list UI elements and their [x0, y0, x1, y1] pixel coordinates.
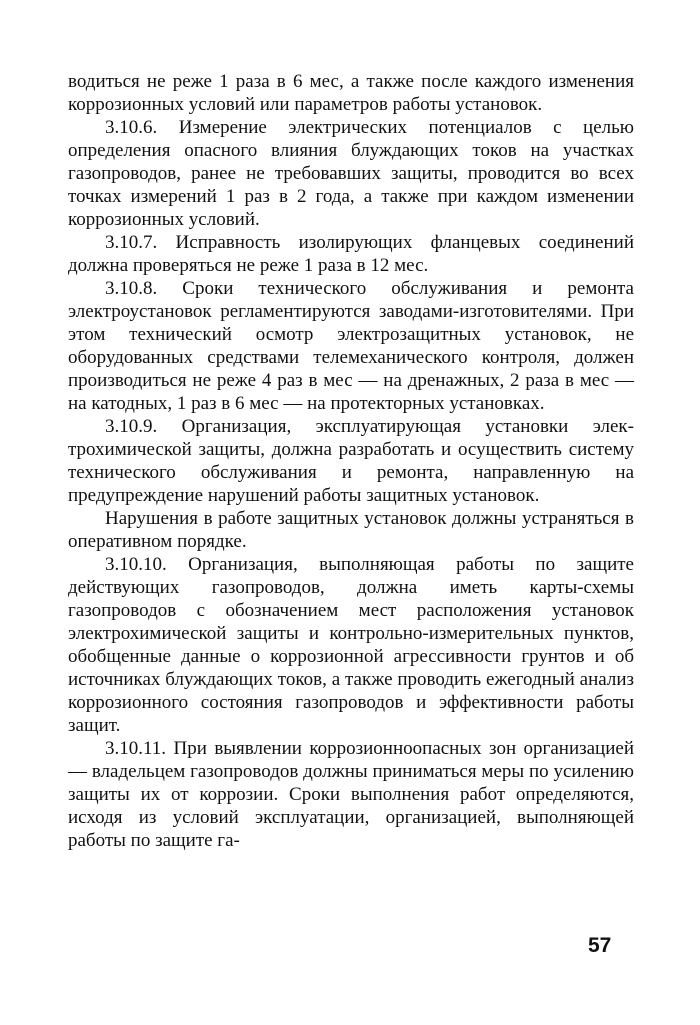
page-number: 57: [588, 934, 612, 957]
paragraph-continuation: водиться не реже 1 раза в 6 мес, а также после каждого изменения коррозионных условий или параметров работы установок.: [68, 71, 634, 115]
paragraph-3-10-7: 3.10.7. Исправность изолирующих фланцевых соединений должна проверяться не реже 1 раза в 12 мес.: [68, 232, 634, 276]
paragraph-3-10-6: 3.10.6. Измерение электрических потенциалов с целью определения опасного влияния блуждающих токов на участках газопроводов, ранее не требовавших защиты, проводится во всех точках измерений 1 раз в 2 года, а также при каждом изменении коррозионных условий.: [68, 117, 634, 230]
paragraph-3-10-11: 3.10.11. При выявлении коррозионноопасных зон организацией — владельцем газопроводов должны приниматься меры по усилению защиты их от коррозии. Сроки выполнения работ определяются, исходя из условий эксплуатации, организацией, выполняющей работы по защите га-: [68, 738, 634, 851]
page-body: [68, 70, 634, 852]
paragraph-3-10-10: 3.10.10. Организация, выполняющая работы по защите действующих газопроводов, должна иметь карты-схемы газопроводов с обозначением мест расположения установок электрохимической защиты и контрольно-измерительных пунктов, обобщенные данные о коррозионной агрессивности грунтов и об источниках блуждающих токов, а также проводить ежегодный анализ коррозионного состояния газопроводов и эффективности работы защит.: [68, 554, 634, 736]
paragraph-violations: Нарушения в работе защитных установок должны устраняться в оперативном порядке.: [68, 508, 634, 552]
paragraph-3-10-8: 3.10.8. Сроки технического обслуживания и ремонта электроустановок регламентируются заводами-изготовителями. При этом технический осмотр электрозащитных установок, не оборудованных средствами телемеханического контроля, должен производиться не реже 4 раз в мес — на дренажных, 2 раза в мес — на катодных, 1 раз в 6 мес — на протекторных установках.: [68, 278, 634, 414]
paragraph-3-10-9: 3.10.9. Организация, эксплуатирующая установки электрохимической защиты, должна разработать и осуществить систему технического обслуживания и ремонта, направленную на предупреждение нарушений работы защитных установок.: [68, 416, 634, 506]
